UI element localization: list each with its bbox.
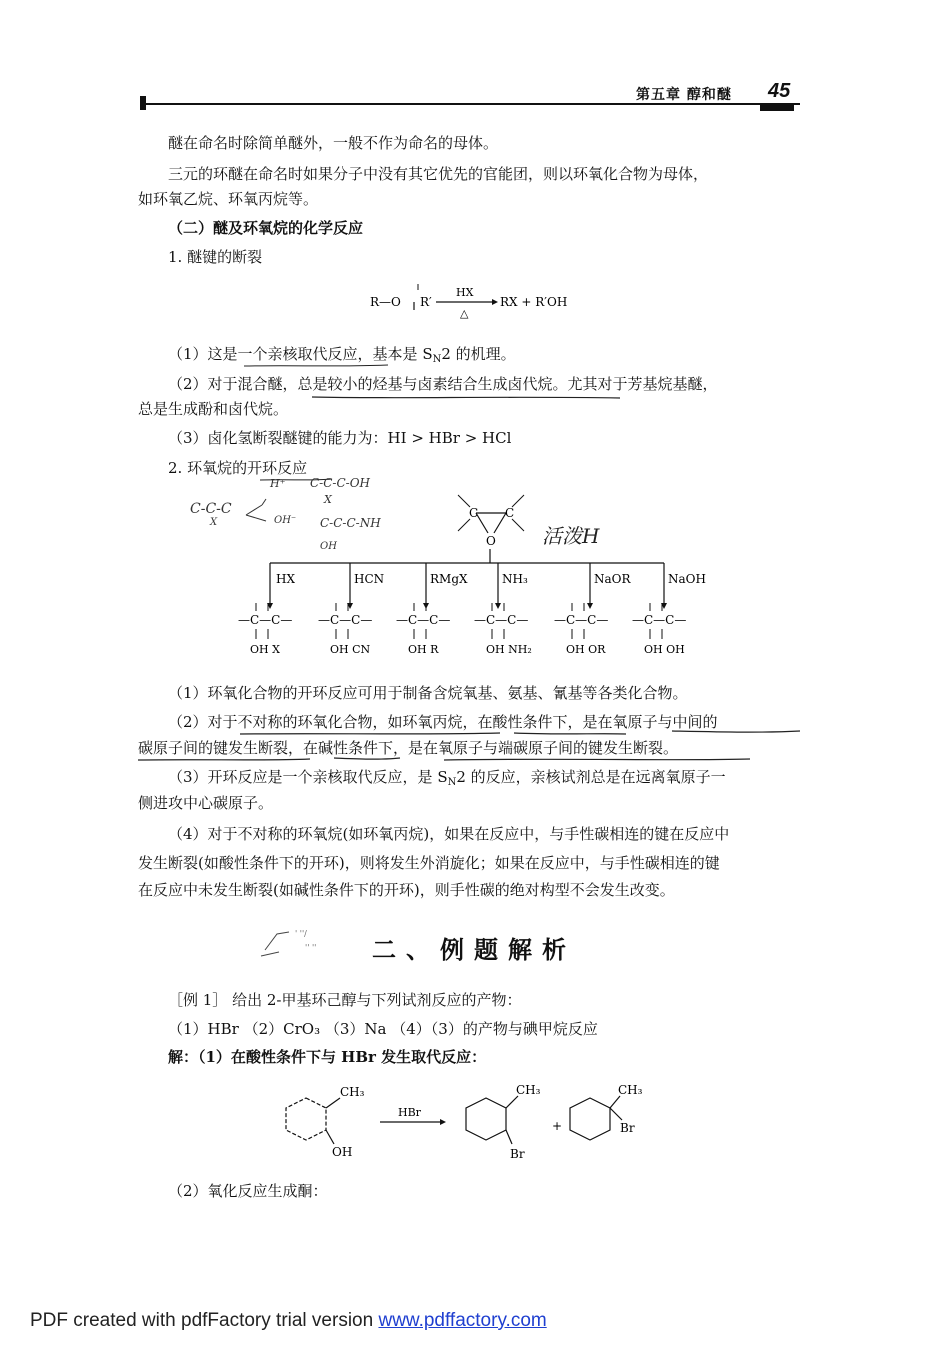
para-cyclic-ether-2: 如环氧乙烷、环氧丙烷等。 bbox=[138, 190, 319, 208]
plus-sign: + bbox=[552, 1119, 563, 1133]
hand-note-x2: X bbox=[324, 493, 332, 506]
product-5-chain: —C—C— bbox=[554, 613, 609, 627]
product-2-groups: OH CN bbox=[330, 643, 371, 656]
product-4-chain: —C—C— bbox=[474, 613, 529, 627]
note-mixed-ether: （2）对于混合醚，总是较小的烃基与卤素结合生成卤代烷。尤其对于芳基烷基醚， bbox=[168, 375, 718, 393]
product-2-chain: —C—C— bbox=[318, 613, 373, 627]
epoxide-note-2b: 碳原子间的键发生断裂，在碱性条件下，是在氧原子与端碳原子间的键发生断裂。 bbox=[138, 739, 679, 757]
epoxide-note-4b: 发生断裂(如酸性条件下的开环)，则将发生外消旋化；如果在反应中，与手性碳相连的键 bbox=[138, 854, 720, 872]
hand-note-oh: OH⁻ bbox=[274, 515, 297, 526]
reagent-rmgx: RMgX bbox=[430, 572, 468, 586]
svg-text:' ''/: ' ''/ bbox=[295, 929, 307, 938]
epoxide-note-3b: 侧进攻中心碳原子。 bbox=[138, 794, 274, 812]
chapter-header: 第五章 醇和醚 bbox=[636, 87, 732, 103]
example-1-prompt: ［例 1］ 给出 2-甲基环己醇与下列试剂反应的产物： bbox=[168, 991, 522, 1009]
section-decoration bbox=[255, 920, 345, 960]
section-heading-reactions: （二）醚及环氧烷的化学反应 bbox=[168, 219, 364, 237]
subheading-epoxide-opening: 2. 环氧烷的开环反应 bbox=[168, 459, 308, 477]
epoxide-note-3a: （3）开环反应是一个亲核取代反应，是 $S_N2$ 的反应，亲核试剂总是在远离氧原子一 bbox=[168, 768, 726, 788]
product-6-groups: OH OH bbox=[644, 643, 685, 656]
reagent-hcn: HCN bbox=[354, 572, 385, 586]
solution-1: 解：（1）在酸性条件下与 HBr 发生取代反应： bbox=[168, 1048, 487, 1066]
epoxide-c1: C bbox=[469, 506, 479, 520]
epoxide-c2: C bbox=[505, 506, 515, 520]
solution-2: （2）氧化反应生成酮： bbox=[168, 1182, 328, 1200]
reaction-reagent-hbr: HBr bbox=[398, 1106, 421, 1119]
reagent-naoh: NaOH bbox=[668, 572, 706, 586]
product-6-chain: —C—C— bbox=[632, 613, 687, 627]
hand-note-substrate: C-C-C bbox=[190, 501, 232, 517]
product-1-groups: OH X bbox=[250, 643, 280, 656]
ether-right: R′ bbox=[420, 295, 432, 309]
epoxide-note-1: （1）环氧化合物的开环反应可用于制备含烷氧基、氨基、氰基等各类化合物。 bbox=[168, 684, 688, 702]
ether-products: RX + R′OH bbox=[500, 295, 568, 309]
para-naming: 醚在命名时除简单醚外，一般不作为命名的母体。 bbox=[168, 134, 499, 152]
hand-note-2: C-C-C-NH bbox=[320, 516, 381, 530]
reagent-naor: NaOR bbox=[594, 572, 631, 586]
product-a-br: Br bbox=[510, 1147, 525, 1161]
hand-note-1: C-C-C-OH bbox=[310, 476, 371, 490]
note-mixed-ether-2: 总是生成酚和卤代烷。 bbox=[138, 400, 289, 418]
reactant-ch3: CH₃ bbox=[340, 1085, 365, 1099]
product-a-ch3: CH₃ bbox=[516, 1083, 541, 1097]
page-number: 45 bbox=[768, 80, 791, 102]
svg-text:'' '': '' '' bbox=[305, 943, 317, 952]
footer-link[interactable]: www.pdffactory.com bbox=[378, 1310, 547, 1331]
example-1-items: （1）HBr （2）CrO₃ （3）Na （4）（3）的产物与碘甲烷反应 bbox=[168, 1020, 598, 1038]
ether-reagent: HX bbox=[456, 286, 474, 299]
subheading-ether-cleavage: 1. 醚键的断裂 bbox=[168, 248, 263, 266]
hand-note-h: H⁺ bbox=[270, 477, 286, 490]
ether-left: R—O bbox=[370, 295, 401, 309]
para-cyclic-ether-1: 三元的环醚在命名时如果分子中没有其它优先的官能团，则以环氧化合物为母体， bbox=[168, 165, 709, 183]
footer-text: PDF created with pdfFactory trial version bbox=[30, 1310, 379, 1331]
note-halide-strength: （3）卤化氢断裂醚键的能力为：HI > HBr > HCl bbox=[168, 429, 512, 447]
epoxide-note-2a: （2）对于不对称的环氧化合物，如环氧丙烷，在酸性条件下，是在氧原子与中间的 bbox=[168, 713, 718, 731]
epoxide-note-4a: （4）对于不对称的环氧烷(如环氧丙烷)，如果在反应中，与手性碳相连的键在反应中 bbox=[168, 825, 730, 843]
section-title-examples: 二、例题解析 bbox=[372, 935, 576, 964]
epoxide-note-4c: 在反应中未发生断裂(如碱性条件下的开环)，则手性碳的绝对构型不会发生改变。 bbox=[138, 881, 675, 899]
product-5-groups: OH OR bbox=[566, 643, 606, 656]
pdf-footer bbox=[30, 1310, 547, 1332]
product-b-ch3: CH₃ bbox=[618, 1083, 643, 1097]
reagent-nh3: NH₃ bbox=[502, 572, 528, 586]
product-4-groups: OH NH₂ bbox=[486, 643, 532, 656]
ether-condition: △ bbox=[460, 307, 469, 320]
product-1-chain: —C—C— bbox=[238, 613, 293, 627]
product-3-chain: —C—C— bbox=[396, 613, 451, 627]
hand-note-x: X bbox=[210, 517, 218, 528]
hand-note-3: OH bbox=[320, 541, 337, 552]
product-b-br: Br bbox=[620, 1121, 635, 1135]
reagent-hx: HX bbox=[276, 572, 296, 586]
note-sn2: （1）这是一个亲核取代反应，基本是 $S_N2$ 的机理。 bbox=[168, 345, 516, 365]
reactant-oh: OH bbox=[332, 1145, 353, 1159]
hand-note-active-h: 活泼H bbox=[542, 524, 600, 548]
example-1-reaction bbox=[270, 1080, 650, 1170]
product-3-groups: OH R bbox=[408, 643, 439, 656]
epoxide-o: O bbox=[486, 534, 496, 548]
